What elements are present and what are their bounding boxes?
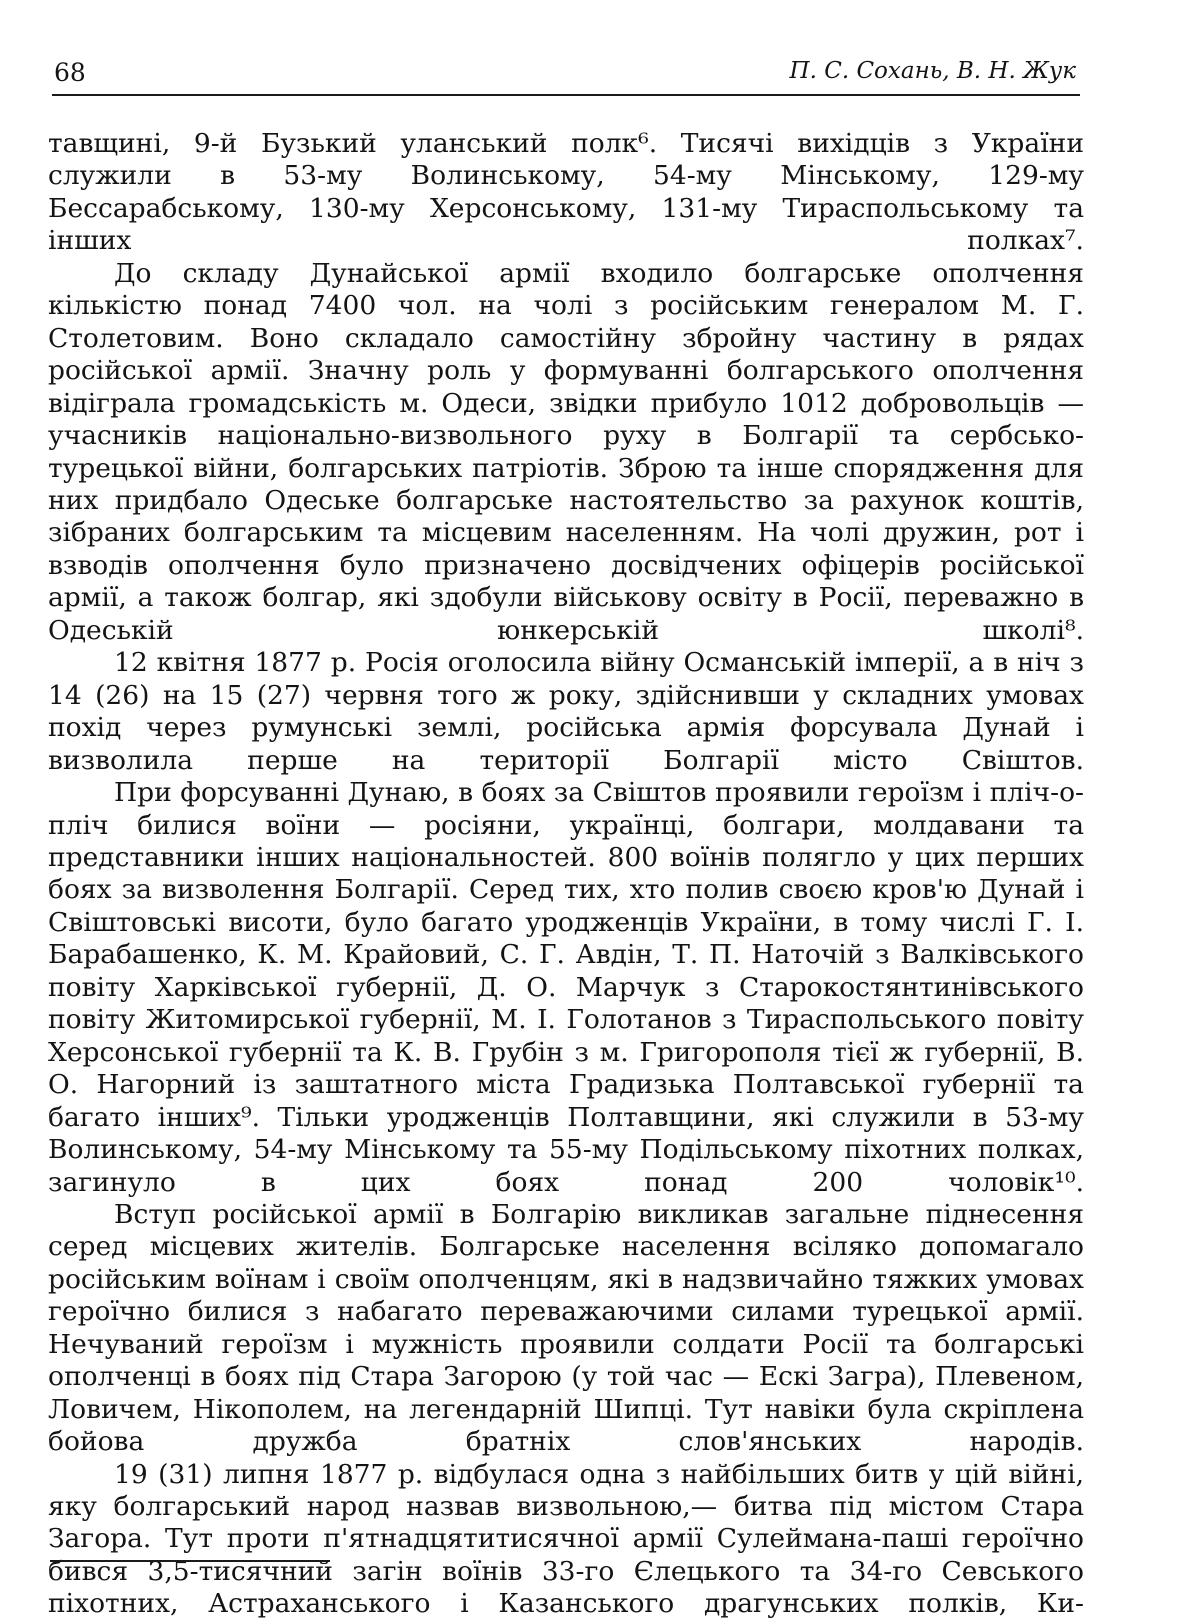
page-number: 68: [54, 58, 86, 87]
page-header: [52, 56, 1080, 96]
running-head-authors: П. С. Сохань, В. Н. Жук: [789, 58, 1076, 84]
paragraph: До складу Дунайської армії входило болгарське ополчення кількістю понад 7400 чол. на чолі з російським генералом М. Г. Столетовим. Воно складало самостійну збройну частину в рядах російської армії. Значну роль у формуванні болгарського ополчення відіграла громадськість м. Одеси, звідки прибуло 1012 добровольців — учасників національно-визвольного руху в Болгарії та сербсько-турецької війни, болгарських патріотів. Зброю та інше спорядження для них придбало Одеське болгарське настоятельство за рахунок коштів, зібраних болгарським та місцевим населенням. На чолі дружин, рот і взводів ополчення було призначено досвідчених офіцерів російської армії, а також болгар, які здобули військову освіту в Росії, переважно в Одеській юнкерській школі⁸.: [48, 257, 1084, 646]
paragraph: При форсуванні Дунаю, в боях за Свіштов проявили героїзм і пліч-о-пліч билися воїни — росіяни, українці, болгари, молдавани та представники інших національностей. 800 воїнів полягло у цих перших боях за визволення Болгарії. Серед тих, хто полив своєю кров'ю Дунай і Свіштовські висоти, було багато уродженців України, в тому числі Г. І. Барабашенко, К. М. Крайовий, С. Г. Авдін, Т. П. Наточій з Валківського повіту Харківської губернії, Д. О. Марчук з Старокостянтинівського повіту Житомирської губернії, М. І. Голотанов з Тираспольського повіту Херсонської губернії та К. В. Грубін з м. Григорополя тієї ж губернії, В. О. Нагорний із заштатного міста Градизька Полтавської губернії та багато інших⁹. Тільки уродженців Полтавщини, які служили в 53-му Волинському, 54-му Мінському та 55-му Подільському піхотних полках, загинуло в цих боях понад 200 чоловік¹⁰.: [48, 777, 1084, 1198]
body-text: [48, 128, 1084, 1621]
paragraph: Вступ російської армії в Болгарію викликав загальне піднесення серед місцевих жителів. Болгарське населення всіляко допомагало російським воїнам і своїм ополченцям, які в надзвичайно тяжких умовах героїчно билися з набагато переважаючими силами турецької армії. Нечуваний героїзм і мужність проявили солдати Росії та болгарські ополченці в боях під Стара Загорою (у той час — Ескі Загра), Плевеном, Ловичем, Нікополем, на легендарній Шипці. Тут навіки була скріплена бойова дружба братніх слов'янських народів.: [48, 1198, 1084, 1458]
paragraph: 12 квітня 1877 р. Росія оголосила війну Османській імперії, а в ніч з 14 (26) на 15 (27) червня того ж року, здійснивши у складних умовах похід через румунські землі, російська армія форсувала Дунай і визволила перше на території Болгарії місто Свіштов.: [48, 647, 1084, 776]
paragraph: тавщині, 9-й Бузький уланський полк⁶. Тисячі вихідців з України служили в 53-му Волинському, 54-му Мінському, 129-му Бессарабському, 130-му Херсонському, 131-му Тираспольському та інших полках⁷.: [48, 128, 1084, 257]
footnote-rule: [50, 1560, 330, 1562]
paragraph: 19 (31) липня 1877 р. відбулася одна з найбільших битв у цій війні, яку болгарський народ назвав визвольною,— битва під містом Стара Загора. Тут проти п'ятнадцятитисячної армії Сулеймана-паші героїчно бився 3,5-тисячний загін воїнів 33-го Єлецького та 34-го Севського піхотних, Астраханського і Казанського драгунських полків, Ки-: [48, 1458, 1084, 1620]
